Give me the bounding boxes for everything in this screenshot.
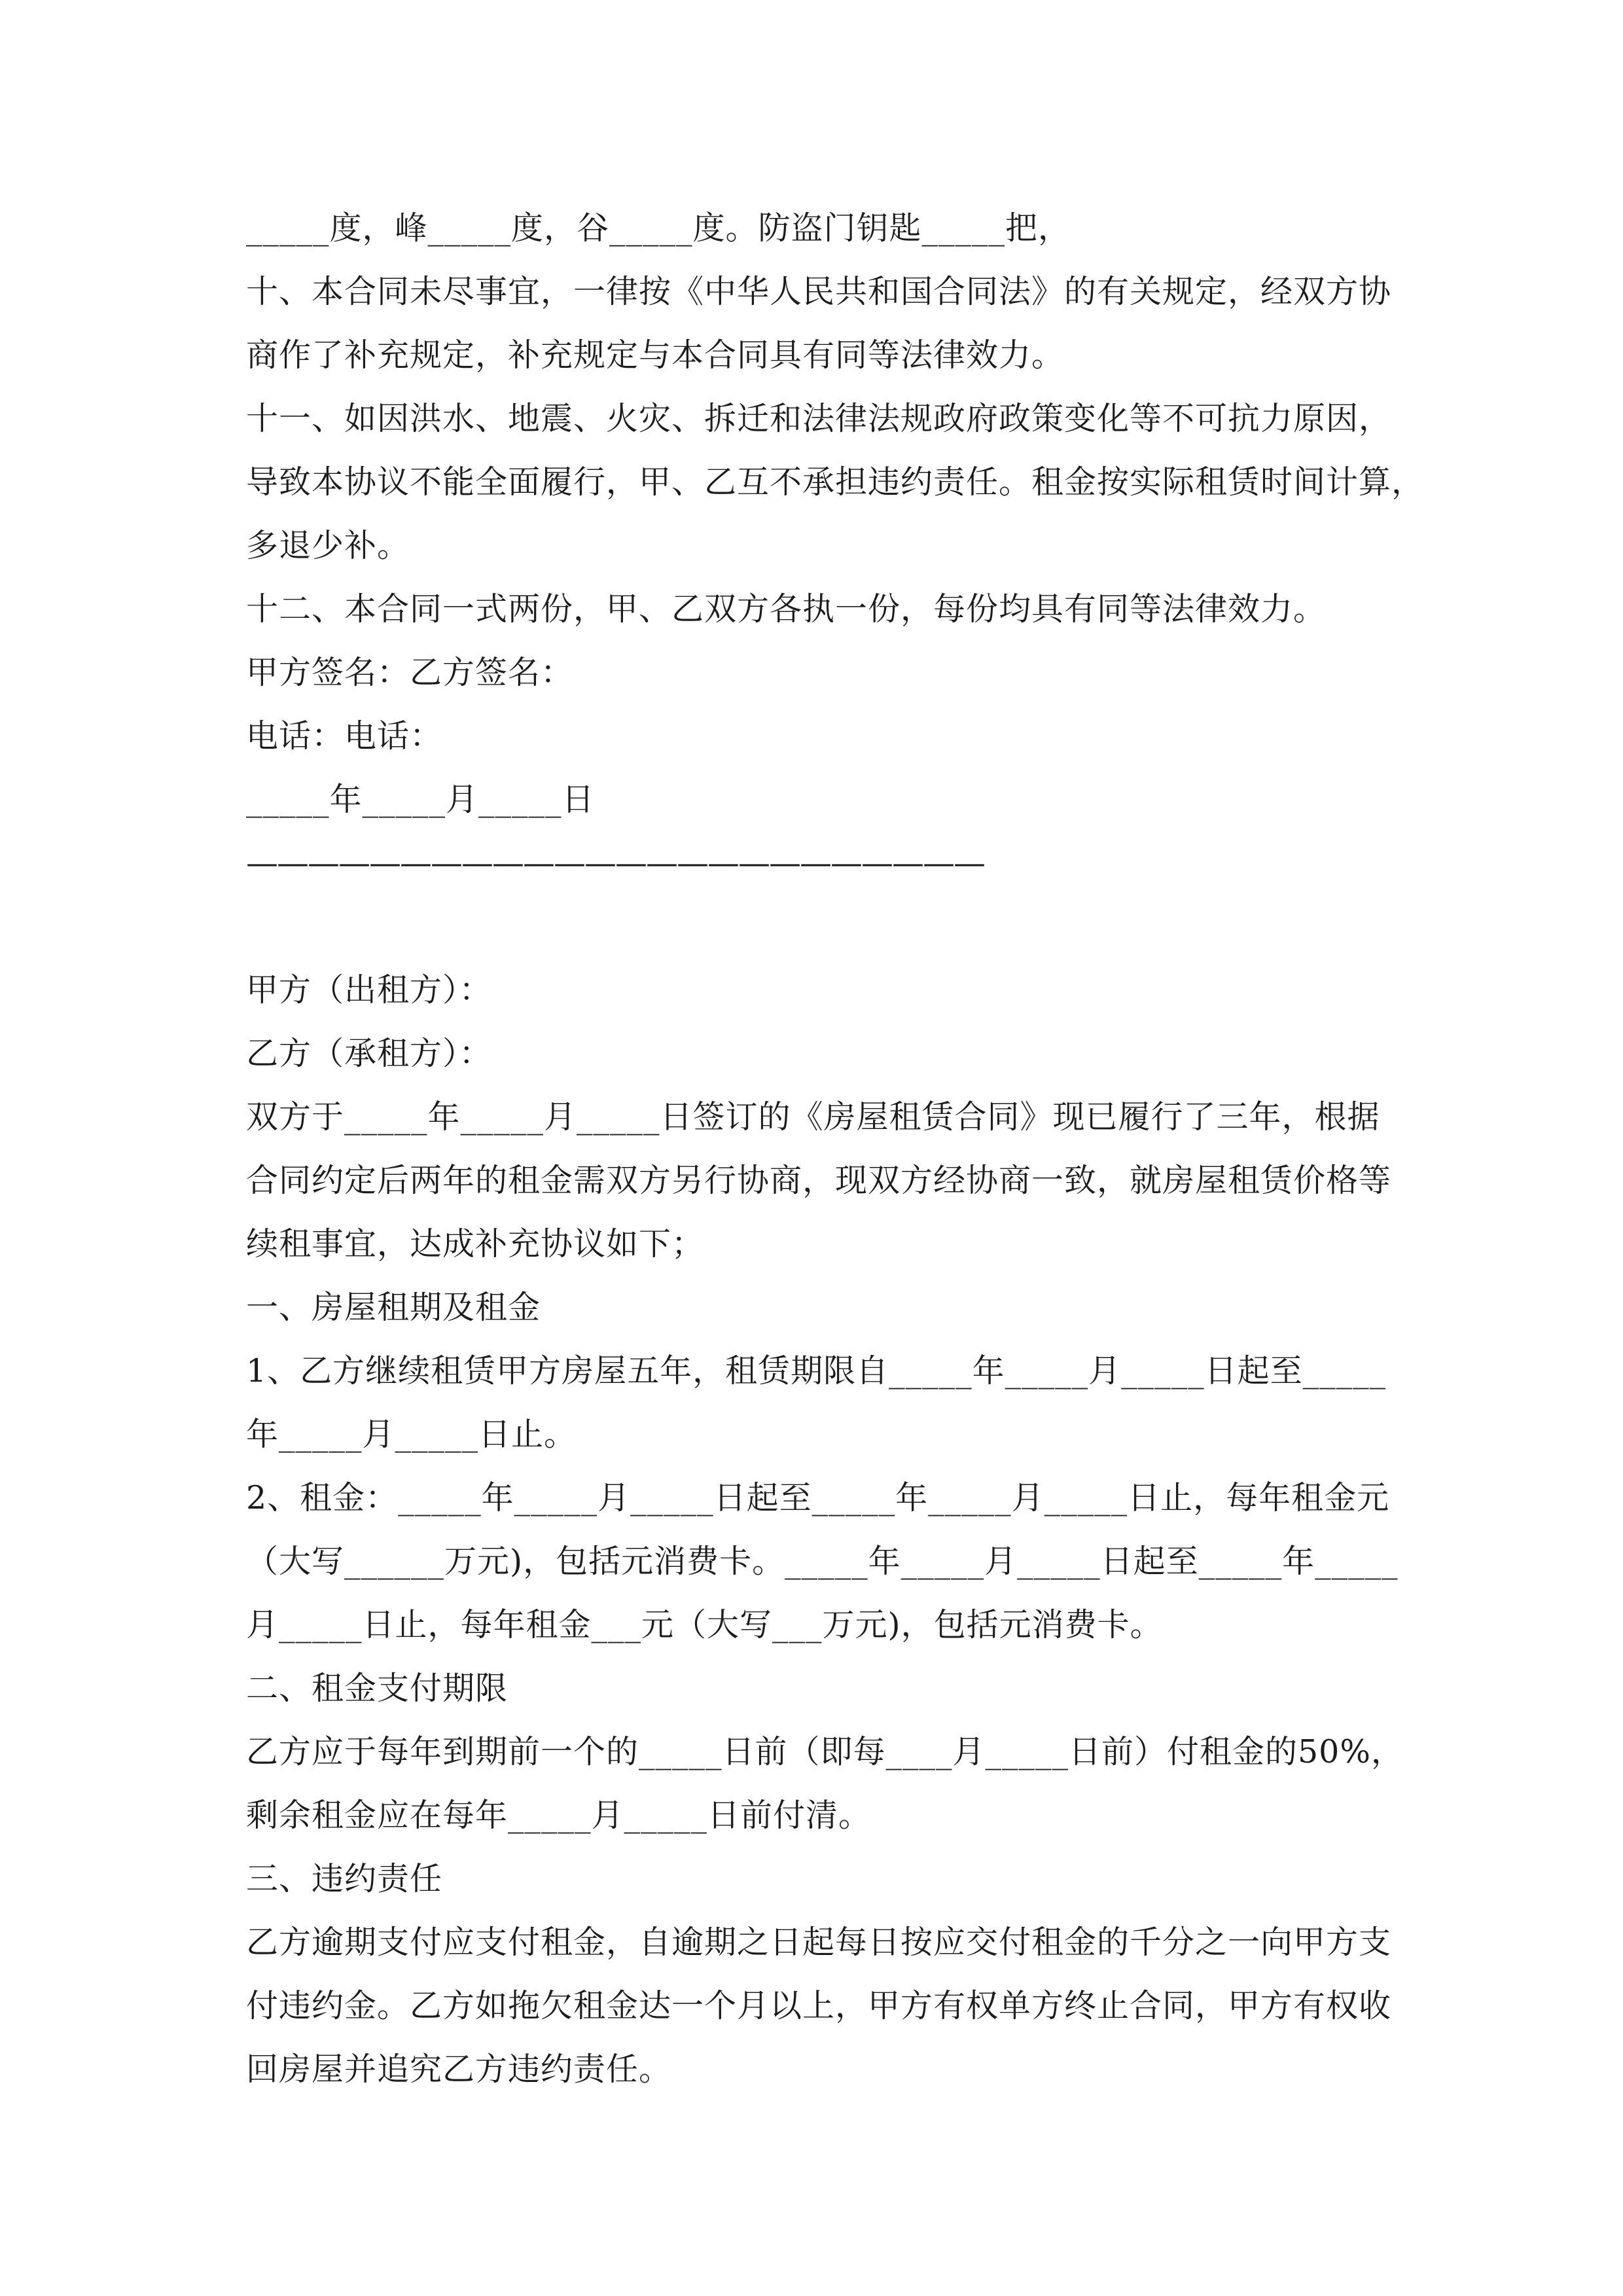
item-2-line-1: 2、租金：_____年_____月_____日起至_____年_____月_____日止，每年租金元	[246, 1479, 1390, 1516]
phone-line: 电话：电话：	[246, 717, 443, 755]
clause-11-line-2: 导致本协议不能全面履行，甲、乙互不承担违约责任。租金按实际租赁时间计算，	[246, 463, 1425, 501]
intro-line-2: 合同约定后两年的租金需双方另行协商，现双方经协商一致，就房屋租赁价格等	[246, 1162, 1392, 1199]
clause-10-line-1: 十、本合同未尽事宜，一律按《中华人民共和国合同法》的有关规定，经双方协	[246, 273, 1392, 310]
intro-line-1: 双方于_____年_____月_____日签订的《房屋租赁合同》现已履行了三年，根据	[246, 1098, 1380, 1136]
breach-line-1: 乙方逾期支付应支付租金，自逾期之日起每日按应交付租金的千分之一向甲方支	[246, 1924, 1392, 1961]
clause-11-line-3: 多退少补。	[246, 527, 410, 564]
item-1-line-2: 年_____月_____日止。	[246, 1416, 577, 1453]
intro-line-3: 续租事宜，达成补充协议如下；	[246, 1225, 705, 1263]
clause-11-line-1: 十一、如因洪水、地震、火灾、拆迁和法律法规政府政策变化等不可抗力原因，	[246, 400, 1392, 437]
item-2-line-3: 月_____日止，每年租金___元（大写___万元)，包括元消费卡。	[246, 1606, 1163, 1643]
section-2-heading: 二、租金支付期限	[246, 1670, 508, 1707]
payment-line-1: 乙方应于每年到期前一个的_____日前（即每____月_____日前）付租金的50%，	[246, 1733, 1404, 1770]
clause-12-line: 十二、本合同一式两份，甲、乙双方各执一份，每份均具有同等法律效力。	[246, 590, 1327, 628]
text-line: _____度，峰_____度，谷_____度。防盗门钥匙_____把，	[246, 209, 1071, 247]
spacer	[246, 895, 1378, 958]
breach-line-2: 付违约金。乙方如拖欠租金达一个月以上，甲方有权单方终止合同，甲方有权收	[246, 1987, 1392, 2024]
party-b-line: 乙方（承租方）：	[246, 1035, 492, 1072]
document-body	[246, 196, 1425, 2101]
signature-line: 甲方签名：乙方签名：	[246, 654, 574, 691]
section-3-heading: 三、违约责任	[246, 1860, 443, 1897]
payment-line-2: 剩余租金应在每年_____月_____日前付清。	[246, 1797, 872, 1834]
item-2-line-2: （大写______万元)，包括元消费卡。_____年_____月_____日起至_____年_____	[246, 1543, 1399, 1580]
clause-10-line-2: 商作了补充规定，补充规定与本合同具有同等法律效力。	[246, 336, 1065, 374]
separator-rule: ————————————————————————	[246, 844, 984, 882]
breach-line-3: 回房屋并追究乙方违约责任。	[246, 2051, 672, 2088]
section-1-heading: 一、房屋租期及租金	[246, 1289, 541, 1326]
party-a-line: 甲方（出租方）：	[246, 971, 492, 1009]
item-1-line-1: 1、乙方继续租赁甲方房屋五年，租赁期限自_____年_____月_____日起至_____	[246, 1352, 1387, 1390]
date-line: _____年_____月_____日	[246, 781, 595, 818]
